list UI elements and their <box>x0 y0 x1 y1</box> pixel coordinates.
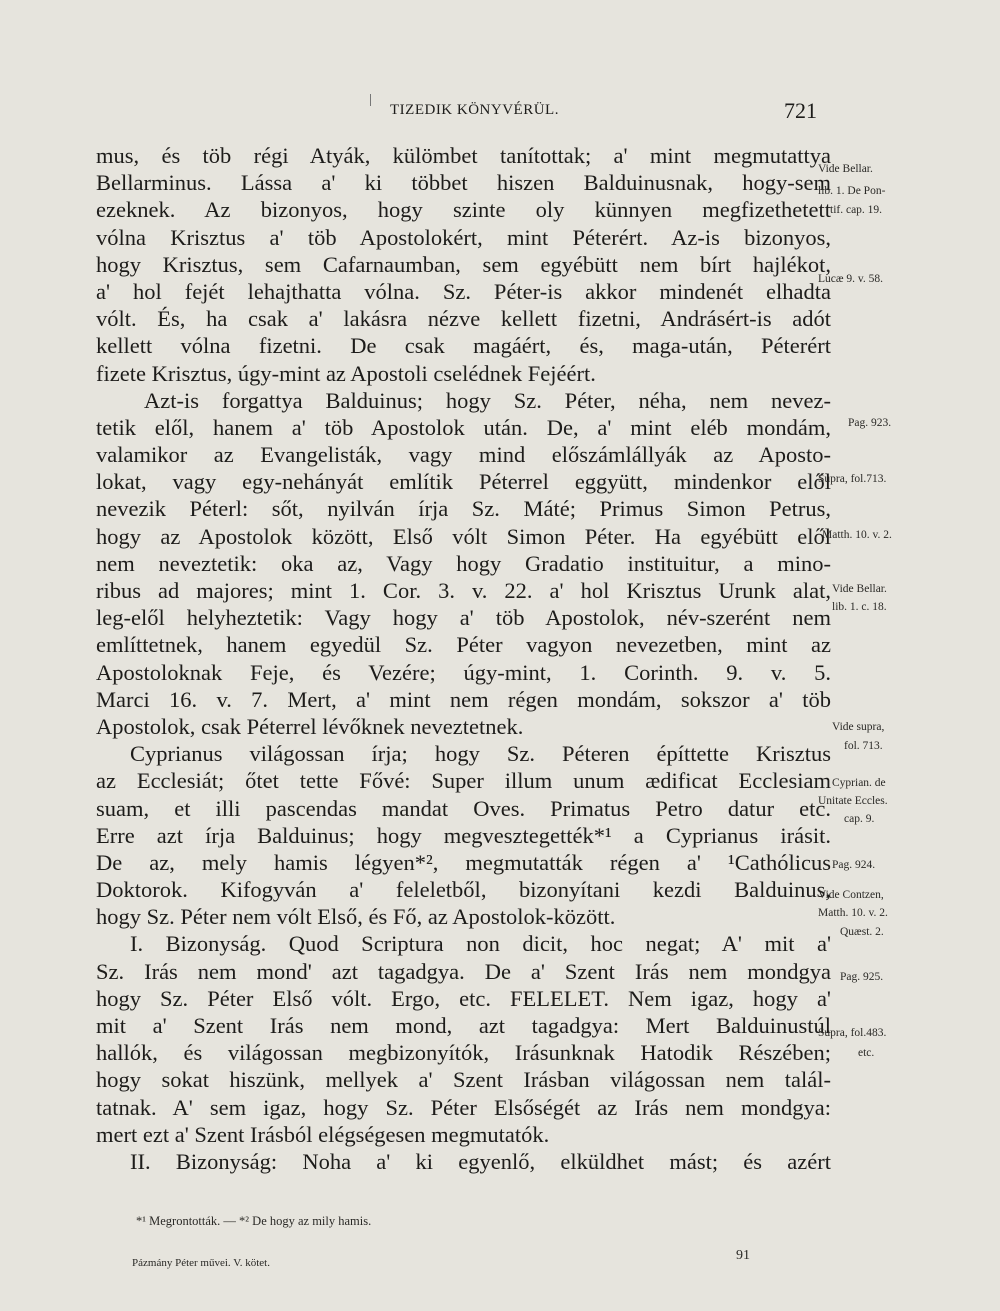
margin-note: lib. 1. c. 18. <box>832 601 887 613</box>
margin-note: lib. 1. De Pon- <box>818 185 886 197</box>
text-line: fizete Krisztus, úgy-mint az Apostoli cselédnek Fejéért. <box>96 360 596 386</box>
text-line: hogy Sz. Péter nem vólt Első, és Fő, az Apostolok-között. <box>96 904 616 930</box>
text-line: Azt-is forgattya Balduinus; hogy Sz. Péter, néha, nem nevez- <box>144 387 831 413</box>
text-line: nevezik Péterl: sőt, nyilván írja Sz. Máté; Primus Simon Petrus, <box>96 496 831 522</box>
text-line: nem neveztetik: oka az, Vagy hogy Gradatio instituitur, a mino- <box>96 550 831 576</box>
footnote: *¹ Megrontották. — *² De hogy az mily hamis. <box>136 1214 372 1228</box>
text-line: ribus ad majores; mint 1. Cor. 3. v. 22. a' hol Krisztus Urunk alat, <box>96 578 831 603</box>
text-line: Bellarminus. Lássa a' ki többet hiszen Balduinusnak, hogy-sem <box>96 170 831 196</box>
text-line: De az, mely hamis légyen*², megmutatták régen a' ¹Cathólicus <box>96 849 831 875</box>
margin-note: Quæst. 2. <box>840 926 884 938</box>
text-line: valamikor az Evangelisták, vagy mind előszámlállyák az Aposto- <box>96 442 831 468</box>
text-line: Erre azt írja Balduinus; hogy megvesztegették*¹ a Cyprianus irásit. <box>96 822 831 848</box>
text-line: leg-elől helyheztetik: Vagy hogy a' töb Apostolok, név-szerént nem <box>96 605 831 631</box>
text-line: suam, et illi pascendas mandat Oves. Primatus Petro datur etc. <box>96 795 831 821</box>
text-line: ezeknek. Az bizonyos, hogy szinte oly künnyen megfizethetett <box>96 197 831 223</box>
text-line: Cyprianus világossan írja; hogy Sz. Péteren építtette Krisztus <box>130 741 831 767</box>
text-line: mit a' Szent Irás nem mond, azt tagadgya: Mert Balduinustúl <box>96 1013 831 1038</box>
running-head: TIZEDIK KÖNYVÉRÜL. <box>390 102 559 118</box>
margin-note: Lucæ 9. v. 58. <box>818 273 884 285</box>
body-text <box>96 142 831 1175</box>
margin-note: Matth. 10. v. 2. <box>818 907 888 919</box>
text-line: Apostolok, csak Péterrel lévőknek neveztetnek. <box>96 713 524 739</box>
margin-note: tif. cap. 19. <box>830 204 883 216</box>
margin-note: Vide Bellar. <box>818 163 873 175</box>
printer-signature: 91 <box>736 1248 750 1263</box>
text-line: hallók, és világossan megbizonyítók, Irásunknak Hatodik Részében; <box>96 1040 831 1066</box>
text-line: tatnak. A' sem igaz, hogy Sz. Péter Elsőségét az Irás nem mondgya: <box>96 1094 831 1120</box>
margin-note: Pag. 923. <box>848 417 892 429</box>
margin-note: Pag. 925. <box>840 971 884 983</box>
text-line: hogy Sz. Péter Első vólt. Ergo, etc. FELELET. Nem igaz, hogy a' <box>96 985 831 1011</box>
margin-note: Vide Contzen, <box>818 889 884 901</box>
margin-note: cap. 9. <box>844 813 875 825</box>
margin-note: Matth. 10. v. 2. <box>822 529 892 541</box>
text-line: II. Bizonyság: Noha a' ki egyenlő, elküldhet mást; és azért <box>130 1148 831 1174</box>
text-line: vólna Krisztus a' töb Apostolokért, mint Péterért. Az-is bizonyos, <box>96 224 831 250</box>
text-line: Doktorok. Kifogyván a' feleletből, bizonyítani kezdi Balduinus, <box>96 877 831 903</box>
margin-notes <box>818 0 1000 1311</box>
margin-note: Supra, fol.483. <box>818 1027 887 1039</box>
text-line: említtetnek, hanem egyedül Sz. Péter vagyon nevezetben, mint az <box>96 632 831 658</box>
margin-note: Vide Bellar. <box>832 583 887 595</box>
text-line: lokat, vagy egy-nehányát említik Péterrel eggyütt, mindenkor elől <box>96 469 831 495</box>
text-line: a' hol fejét lehajthatta vólna. Sz. Péter-is akkor mindenét elhadta <box>96 278 831 304</box>
text-line: tetik elől, hanem a' töb Apostolok után. De, a' mint eléb mondám, <box>96 414 831 440</box>
text-line: az Ecclesiát; őtet tette Fővé: Super illum unum ædificat Ecclesiam <box>96 768 831 794</box>
margin-note: Supra, fol.713. <box>818 473 887 485</box>
margin-note: Cyprian. de <box>832 777 886 789</box>
text-line: hogy Krisztus, sem Cafarnaumban, sem egyébütt nem bírt hajlékot, <box>96 251 831 277</box>
text-line: vólt. És, ha csak a' lakásra nézve kellett fizetni, Andrásért-is adót <box>96 306 831 332</box>
text-line: Sz. Irás nem mond' azt tagadgya. De a' Szent Irás nem mondgya <box>96 958 831 984</box>
margin-note: fol. 713. <box>844 740 883 752</box>
text-line: hogy sokat hiszünk, mellyek a' Szent Irásban világossan nem talál- <box>96 1067 831 1093</box>
text-line: hogy az Apostolok között, Első vólt Simon Péter. Ha egyébütt elől <box>96 523 831 549</box>
text-line: mert ezt a' Szent Irásból elégségesen megmutatók. <box>96 1121 550 1147</box>
page-number: 721 <box>784 98 817 123</box>
text-line: Apostoloknak Feje, és Vezére; úgy-mint, 1. Corinth. 9. v. 5. <box>96 659 831 685</box>
imprint: Pázmány Péter művei. V. kötet. <box>132 1257 270 1269</box>
margin-note: etc. <box>858 1047 875 1059</box>
margin-note: Vide supra, <box>832 721 885 733</box>
text-line: Marci 16. v. 7. Mert, a' mint nem régen mondám, sokszor a' töb <box>96 686 831 712</box>
text-line: I. Bizonyság. Quod Scriptura non dicit, hoc negat; A' mit a' <box>130 931 831 957</box>
text-line: kellett vólna fizetni. De csak magáért, és, maga-után, Péterért <box>96 333 831 359</box>
margin-note: Unitate Eccles. <box>818 795 888 807</box>
text-line: mus, és töb régi Atyák, külömbet tanítottak; a' mint megmutattya <box>96 143 831 168</box>
margin-note: Pag. 924. <box>832 859 876 871</box>
